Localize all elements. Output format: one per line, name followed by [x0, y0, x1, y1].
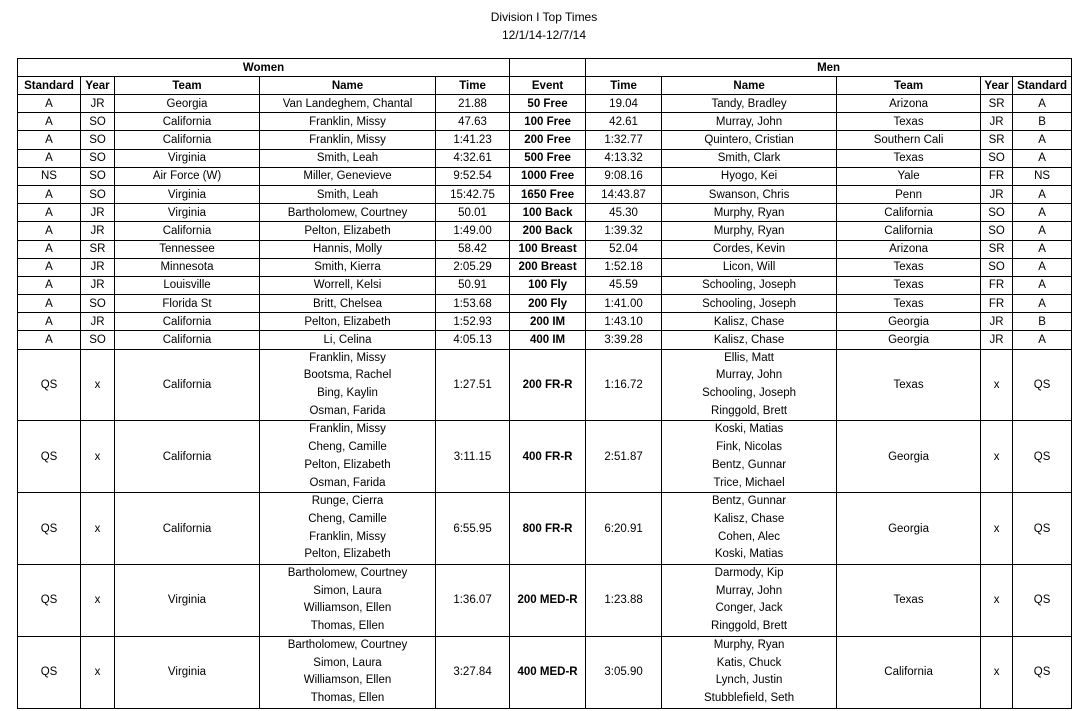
- top-times-table: [17, 58, 1072, 709]
- cell-men-name: Kalisz, Chase: [662, 313, 837, 331]
- cell-women-team: California: [115, 331, 260, 349]
- relay-swimmer-name: Bartholomew, Courtney: [287, 638, 408, 651]
- cell-women-time: 4:32.61: [436, 149, 510, 167]
- cell-men-time: 9:08.16: [586, 167, 662, 185]
- relay-swimmer-name: Ringgold, Brett: [711, 404, 788, 417]
- cell-men-year: SO: [981, 258, 1013, 276]
- cell-women-team: Georgia: [115, 95, 260, 113]
- cell-men-team: Georgia: [837, 313, 981, 331]
- cell-men-name: Cordes, Kevin: [662, 240, 837, 258]
- cell-women-year: SO: [81, 149, 115, 167]
- cell-men-team: Texas: [837, 258, 981, 276]
- cell-men-standard: A: [1013, 95, 1072, 113]
- table-row: [18, 240, 1072, 258]
- col-header-men-standard: Standard: [1013, 77, 1072, 95]
- cell-women-year: SR: [81, 240, 115, 258]
- cell-women-year: SO: [81, 295, 115, 313]
- cell-women-time: 1:53.68: [436, 295, 510, 313]
- cell-men-time: 1:16.72: [586, 349, 662, 421]
- cell-men-team: Texas: [837, 349, 981, 421]
- cell-event: 800 FR-R: [510, 493, 586, 565]
- cell-women-time: 15:42.75: [436, 185, 510, 203]
- cell-women-team: Florida St: [115, 295, 260, 313]
- cell-men-standard: QS: [1013, 349, 1072, 421]
- table-row: [18, 313, 1072, 331]
- cell-women-year: x: [81, 565, 115, 637]
- cell-men-team: California: [837, 636, 981, 708]
- table-row: [18, 95, 1072, 113]
- cell-event: 200 Free: [510, 131, 586, 149]
- relay-swimmer-name: Stubblefield, Seth: [703, 691, 795, 704]
- cell-women-team: Minnesota: [115, 258, 260, 276]
- cell-men-names: [662, 349, 837, 421]
- cell-men-time: 14:43.87: [586, 185, 662, 203]
- cell-women-name: Pelton, Elizabeth: [260, 313, 436, 331]
- relay-swimmer-name: Cheng, Camille: [308, 512, 387, 525]
- relay-swimmer-name: Bootsma, Rachel: [303, 369, 392, 382]
- table-row: [18, 295, 1072, 313]
- cell-women-standard: A: [18, 222, 81, 240]
- cell-men-team: Georgia: [837, 421, 981, 493]
- cell-women-standard: QS: [18, 349, 81, 421]
- cell-women-year: SO: [81, 185, 115, 203]
- cell-men-name: Tandy, Bradley: [662, 95, 837, 113]
- col-header-men-year: Year: [981, 77, 1013, 95]
- cell-women-name: Hannis, Molly: [260, 240, 436, 258]
- table-row: [18, 185, 1072, 203]
- cell-event: 200 Breast: [510, 258, 586, 276]
- table-row: [18, 113, 1072, 131]
- cell-men-time: 42.61: [586, 113, 662, 131]
- cell-women-time: 1:52.93: [436, 313, 510, 331]
- cell-men-team: California: [837, 222, 981, 240]
- cell-men-standard: A: [1013, 149, 1072, 167]
- cell-event: 100 Fly: [510, 276, 586, 294]
- cell-event: 400 MED-R: [510, 636, 586, 708]
- cell-women-name: Franklin, Missy: [260, 113, 436, 131]
- cell-women-year: JR: [81, 95, 115, 113]
- cell-women-time: 1:49.00: [436, 222, 510, 240]
- cell-men-team: Southern Cali: [837, 131, 981, 149]
- cell-women-year: JR: [81, 222, 115, 240]
- men-group-header: Men: [586, 59, 1072, 77]
- cell-event: 100 Free: [510, 113, 586, 131]
- relay-swimmer-name: Pelton, Elizabeth: [304, 458, 391, 471]
- cell-men-year: JR: [981, 185, 1013, 203]
- relay-swimmer-name: Murphy, Ryan: [713, 638, 785, 651]
- cell-women-name: Smith, Leah: [260, 185, 436, 203]
- cell-men-year: SR: [981, 95, 1013, 113]
- cell-men-team: Texas: [837, 113, 981, 131]
- cell-event: 100 Back: [510, 204, 586, 222]
- relay-swimmer-name: Bartholomew, Courtney: [287, 567, 408, 580]
- cell-men-year: SR: [981, 131, 1013, 149]
- cell-women-time: 3:11.15: [436, 421, 510, 493]
- cell-men-standard: B: [1013, 313, 1072, 331]
- cell-women-time: 1:41.23: [436, 131, 510, 149]
- relay-swimmer-name: Runge, Cierra: [311, 495, 384, 508]
- col-header-men-time: Time: [586, 77, 662, 95]
- cell-women-year: SO: [81, 331, 115, 349]
- table-row: [18, 131, 1072, 149]
- cell-men-time: 19.04: [586, 95, 662, 113]
- cell-men-standard: QS: [1013, 421, 1072, 493]
- relay-swimmer-name: Bentz, Gunnar: [711, 495, 787, 508]
- relay-row: [18, 493, 1072, 565]
- cell-event: 400 IM: [510, 331, 586, 349]
- cell-men-year: SO: [981, 204, 1013, 222]
- cell-women-time: 3:27.84: [436, 636, 510, 708]
- cell-women-team: Virginia: [115, 185, 260, 203]
- cell-men-time: 52.04: [586, 240, 662, 258]
- col-header-women-standard: Standard: [18, 77, 81, 95]
- col-header-women-year: Year: [81, 77, 115, 95]
- cell-men-year: SO: [981, 149, 1013, 167]
- cell-men-name: Murray, John: [662, 113, 837, 131]
- cell-men-name: Schooling, Joseph: [662, 295, 837, 313]
- cell-women-team: Virginia: [115, 636, 260, 708]
- event-group-spacer: [510, 59, 586, 77]
- cell-men-names: [662, 421, 837, 493]
- relay-swimmer-name: Fink, Nicolas: [716, 441, 782, 454]
- cell-women-year: JR: [81, 313, 115, 331]
- relay-swimmer-name: Schooling, Joseph: [702, 387, 797, 400]
- cell-women-names: [260, 421, 436, 493]
- cell-men-standard: A: [1013, 240, 1072, 258]
- cell-women-time: 58.42: [436, 240, 510, 258]
- cell-women-team: Tennessee: [115, 240, 260, 258]
- cell-women-standard: A: [18, 204, 81, 222]
- cell-men-team: California: [837, 204, 981, 222]
- cell-men-name: Kalisz, Chase: [662, 331, 837, 349]
- cell-men-time: 1:39.32: [586, 222, 662, 240]
- cell-men-team: Arizona: [837, 95, 981, 113]
- cell-men-time: 45.59: [586, 276, 662, 294]
- cell-men-year: FR: [981, 167, 1013, 185]
- relay-swimmer-name: Katis, Chuck: [716, 656, 782, 669]
- cell-men-names: [662, 493, 837, 565]
- cell-women-team: Virginia: [115, 149, 260, 167]
- cell-women-year: x: [81, 636, 115, 708]
- cell-women-time: 2:05.29: [436, 258, 510, 276]
- relay-swimmer-name: Pelton, Elizabeth: [304, 548, 391, 561]
- relay-swimmer-name: Murray, John: [715, 369, 783, 382]
- relay-swimmer-name: Kalisz, Chase: [713, 512, 785, 525]
- cell-women-year: JR: [81, 204, 115, 222]
- cell-men-name: Murphy, Ryan: [662, 222, 837, 240]
- cell-men-standard: A: [1013, 131, 1072, 149]
- cell-men-standard: A: [1013, 258, 1072, 276]
- cell-men-standard: A: [1013, 204, 1072, 222]
- cell-men-year: x: [981, 349, 1013, 421]
- cell-men-time: 3:05.90: [586, 636, 662, 708]
- cell-men-year: FR: [981, 276, 1013, 294]
- cell-men-name: Murphy, Ryan: [662, 204, 837, 222]
- cell-women-name: Van Landeghem, Chantal: [260, 95, 436, 113]
- cell-women-team: Virginia: [115, 565, 260, 637]
- cell-women-standard: QS: [18, 636, 81, 708]
- cell-women-standard: NS: [18, 167, 81, 185]
- cell-men-standard: B: [1013, 113, 1072, 131]
- cell-women-name: Worrell, Kelsi: [260, 276, 436, 294]
- relay-swimmer-name: Koski, Matias: [714, 423, 784, 436]
- cell-men-time: 3:39.28: [586, 331, 662, 349]
- cell-men-name: Smith, Clark: [662, 149, 837, 167]
- relay-row: [18, 421, 1072, 493]
- cell-event: 100 Breast: [510, 240, 586, 258]
- cell-women-time: 1:36.07: [436, 565, 510, 637]
- cell-women-name: Miller, Genevieve: [260, 167, 436, 185]
- cell-women-time: 21.88: [436, 95, 510, 113]
- cell-men-year: x: [981, 565, 1013, 637]
- cell-men-standard: A: [1013, 295, 1072, 313]
- relay-swimmer-name: Trice, Michael: [713, 476, 785, 489]
- cell-women-team: Air Force (W): [115, 167, 260, 185]
- cell-event: 200 FR-R: [510, 349, 586, 421]
- table-row: [18, 331, 1072, 349]
- cell-women-team: Louisville: [115, 276, 260, 294]
- cell-women-time: 47.63: [436, 113, 510, 131]
- cell-men-standard: NS: [1013, 167, 1072, 185]
- cell-women-year: x: [81, 421, 115, 493]
- cell-women-standard: A: [18, 185, 81, 203]
- cell-men-time: 1:52.18: [586, 258, 662, 276]
- cell-men-standard: A: [1013, 276, 1072, 294]
- cell-men-team: Texas: [837, 149, 981, 167]
- cell-men-names: [662, 565, 837, 637]
- col-header-men-name: Name: [662, 77, 837, 95]
- cell-men-team: Texas: [837, 276, 981, 294]
- cell-men-team: Texas: [837, 295, 981, 313]
- relay-swimmer-name: Koski, Matias: [714, 548, 784, 561]
- cell-women-names: [260, 636, 436, 708]
- table-row: [18, 276, 1072, 294]
- cell-men-standard: QS: [1013, 636, 1072, 708]
- cell-event: 200 Back: [510, 222, 586, 240]
- cell-men-time: 45.30: [586, 204, 662, 222]
- cell-women-team: California: [115, 349, 260, 421]
- cell-men-year: JR: [981, 113, 1013, 131]
- cell-men-standard: A: [1013, 222, 1072, 240]
- cell-women-time: 4:05.13: [436, 331, 510, 349]
- cell-women-standard: QS: [18, 493, 81, 565]
- cell-women-name: Pelton, Elizabeth: [260, 222, 436, 240]
- cell-women-standard: A: [18, 149, 81, 167]
- cell-men-team: Georgia: [837, 331, 981, 349]
- cell-men-time: 2:51.87: [586, 421, 662, 493]
- cell-women-team: California: [115, 421, 260, 493]
- cell-event: 200 Fly: [510, 295, 586, 313]
- cell-women-name: Bartholomew, Courtney: [260, 204, 436, 222]
- cell-women-year: x: [81, 493, 115, 565]
- cell-women-standard: A: [18, 113, 81, 131]
- cell-women-time: 50.91: [436, 276, 510, 294]
- cell-men-time: 1:43.10: [586, 313, 662, 331]
- cell-women-standard: A: [18, 131, 81, 149]
- relay-swimmer-name: Thomas, Ellen: [310, 620, 385, 633]
- relay-swimmer-name: Franklin, Missy: [309, 351, 386, 364]
- cell-men-year: x: [981, 493, 1013, 565]
- relay-swimmer-name: Simon, Laura: [313, 584, 382, 597]
- relay-swimmer-name: Thomas, Ellen: [310, 691, 385, 704]
- relay-swimmer-name: Murray, John: [715, 584, 783, 597]
- relay-swimmer-name: Williamson, Ellen: [303, 602, 392, 615]
- relay-swimmer-name: Franklin, Missy: [309, 423, 386, 436]
- cell-women-team: California: [115, 493, 260, 565]
- cell-men-standard: QS: [1013, 565, 1072, 637]
- cell-men-time: 1:32.77: [586, 131, 662, 149]
- relay-swimmer-name: Lynch, Justin: [715, 674, 783, 687]
- relay-row: [18, 565, 1072, 637]
- relay-row: [18, 349, 1072, 421]
- col-header-men-team: Team: [837, 77, 981, 95]
- cell-men-team: Yale: [837, 167, 981, 185]
- cell-women-names: [260, 565, 436, 637]
- col-header-women-team: Team: [115, 77, 260, 95]
- relay-swimmer-name: Osman, Farida: [309, 476, 386, 489]
- relay-swimmer-name: Bing, Kaylin: [317, 387, 378, 400]
- cell-men-year: SO: [981, 222, 1013, 240]
- col-header-women-time: Time: [436, 77, 510, 95]
- cell-event: 50 Free: [510, 95, 586, 113]
- cell-women-time: 6:55.95: [436, 493, 510, 565]
- cell-women-team: California: [115, 113, 260, 131]
- cell-women-standard: A: [18, 295, 81, 313]
- cell-women-time: 50.01: [436, 204, 510, 222]
- cell-women-name: Smith, Leah: [260, 149, 436, 167]
- cell-women-standard: A: [18, 240, 81, 258]
- relay-swimmer-name: Bentz, Gunnar: [711, 458, 787, 471]
- cell-men-year: JR: [981, 331, 1013, 349]
- cell-event: 200 MED-R: [510, 565, 586, 637]
- cell-event: 400 FR-R: [510, 421, 586, 493]
- table-row: [18, 258, 1072, 276]
- cell-women-year: JR: [81, 276, 115, 294]
- col-header-women-name: Name: [260, 77, 436, 95]
- cell-women-time: 9:52.54: [436, 167, 510, 185]
- cell-women-names: [260, 349, 436, 421]
- relay-swimmer-name: Conger, Jack: [715, 602, 783, 615]
- cell-women-team: California: [115, 222, 260, 240]
- cell-men-year: FR: [981, 295, 1013, 313]
- cell-men-year: JR: [981, 313, 1013, 331]
- cell-women-name: Franklin, Missy: [260, 131, 436, 149]
- cell-event: 500 Free: [510, 149, 586, 167]
- cell-men-team: Arizona: [837, 240, 981, 258]
- relay-swimmer-name: Ringgold, Brett: [711, 620, 788, 633]
- cell-women-name: Smith, Kierra: [260, 258, 436, 276]
- cell-men-team: Penn: [837, 185, 981, 203]
- cell-women-year: JR: [81, 258, 115, 276]
- cell-men-year: x: [981, 636, 1013, 708]
- cell-women-standard: QS: [18, 421, 81, 493]
- table-row: [18, 222, 1072, 240]
- cell-event: 200 IM: [510, 313, 586, 331]
- cell-men-time: 1:41.00: [586, 295, 662, 313]
- relay-swimmer-name: Simon, Laura: [313, 656, 382, 669]
- cell-women-team: California: [115, 313, 260, 331]
- cell-women-standard: A: [18, 331, 81, 349]
- cell-event: 1000 Free: [510, 167, 586, 185]
- cell-men-team: Texas: [837, 565, 981, 637]
- cell-women-name: Britt, Chelsea: [260, 295, 436, 313]
- table-row: [18, 167, 1072, 185]
- cell-women-standard: A: [18, 258, 81, 276]
- relay-swimmer-name: Williamson, Ellen: [303, 674, 392, 687]
- cell-women-standard: A: [18, 313, 81, 331]
- cell-women-year: SO: [81, 113, 115, 131]
- cell-men-name: Quintero, Cristian: [662, 131, 837, 149]
- cell-men-time: 1:23.88: [586, 565, 662, 637]
- relay-swimmer-name: Darmody, Kip: [714, 567, 784, 580]
- relay-swimmer-name: Osman, Farida: [309, 404, 386, 417]
- cell-men-name: Hyogo, Kei: [662, 167, 837, 185]
- cell-women-team: Virginia: [115, 204, 260, 222]
- cell-women-standard: A: [18, 276, 81, 294]
- cell-men-time: 4:13.32: [586, 149, 662, 167]
- cell-men-year: x: [981, 421, 1013, 493]
- relay-swimmer-name: Ellis, Matt: [724, 351, 774, 364]
- cell-women-year: SO: [81, 167, 115, 185]
- cell-women-name: Li, Celina: [260, 331, 436, 349]
- cell-men-time: 6:20.91: [586, 493, 662, 565]
- cell-men-standard: QS: [1013, 493, 1072, 565]
- cell-women-time: 1:27.51: [436, 349, 510, 421]
- cell-women-standard: A: [18, 95, 81, 113]
- cell-men-team: Georgia: [837, 493, 981, 565]
- cell-men-standard: A: [1013, 185, 1072, 203]
- relay-swimmer-name: Franklin, Missy: [309, 530, 386, 543]
- cell-men-year: SR: [981, 240, 1013, 258]
- cell-men-name: Schooling, Joseph: [662, 276, 837, 294]
- page-title: Division I Top Times: [490, 10, 598, 24]
- cell-women-names: [260, 493, 436, 565]
- cell-women-year: SO: [81, 131, 115, 149]
- cell-men-standard: A: [1013, 331, 1072, 349]
- cell-women-year: x: [81, 349, 115, 421]
- cell-men-name: Licon, Will: [662, 258, 837, 276]
- cell-men-names: [662, 636, 837, 708]
- relay-swimmer-name: Cheng, Camille: [308, 441, 387, 454]
- relay-row: [18, 636, 1072, 708]
- table-row: [18, 149, 1072, 167]
- women-group-header: Women: [18, 59, 510, 77]
- relay-swimmer-name: Cohen, Alec: [718, 530, 781, 543]
- cell-women-standard: QS: [18, 565, 81, 637]
- cell-men-name: Swanson, Chris: [662, 185, 837, 203]
- col-header-event: Event: [510, 77, 586, 95]
- date-range: 12/1/14-12/7/14: [501, 28, 587, 42]
- cell-women-team: California: [115, 131, 260, 149]
- cell-event: 1650 Free: [510, 185, 586, 203]
- table-row: [18, 204, 1072, 222]
